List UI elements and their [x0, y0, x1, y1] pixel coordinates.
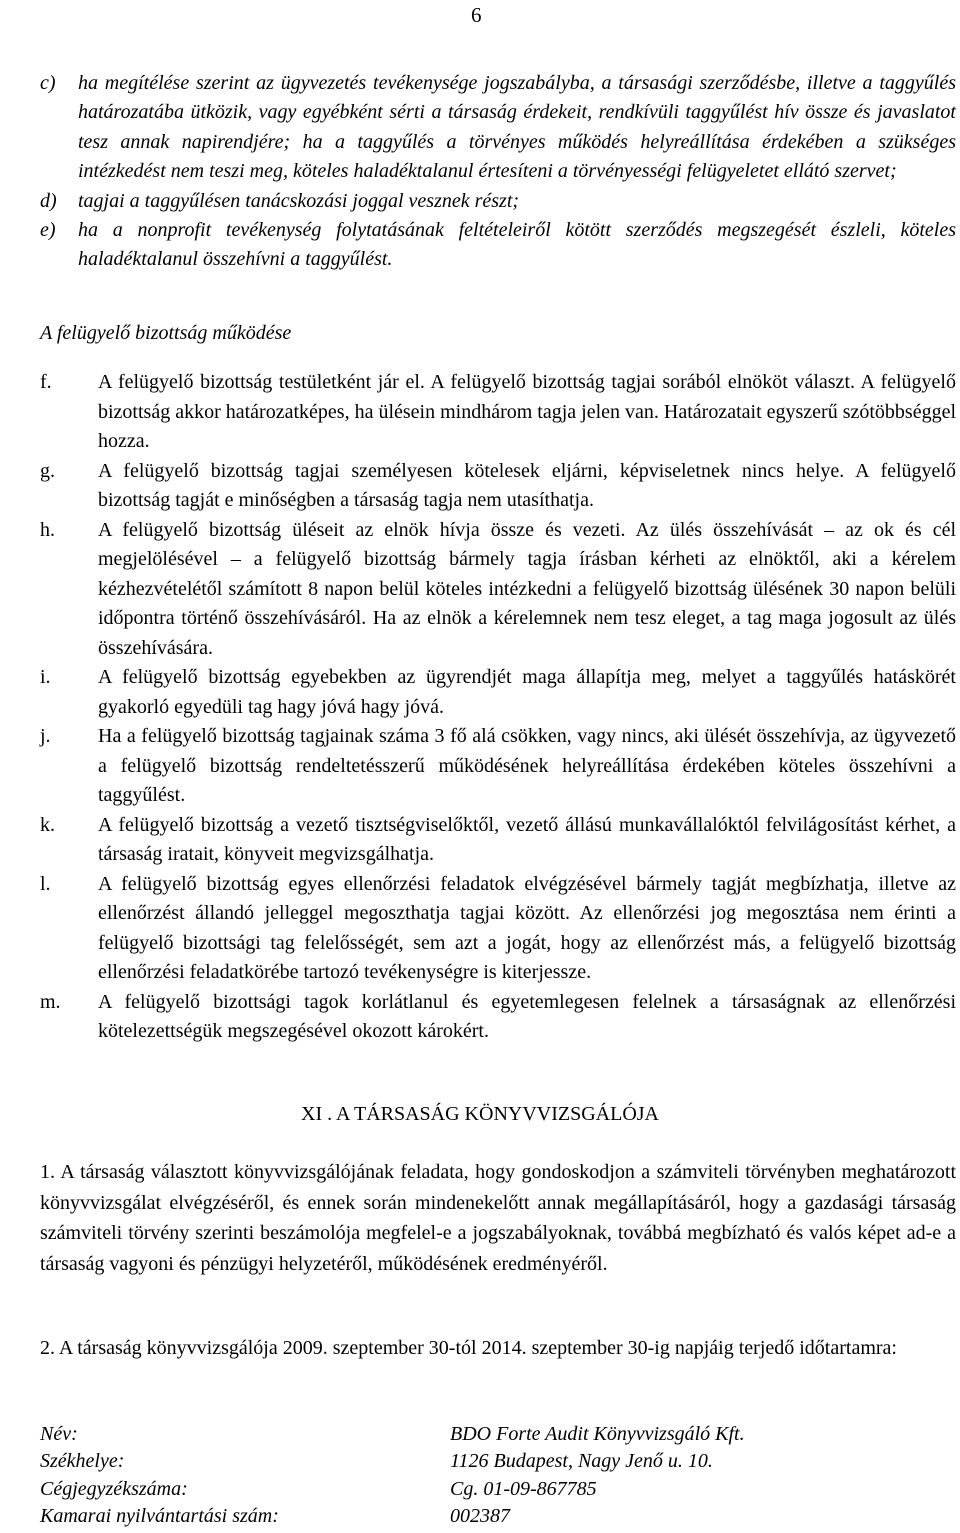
list-item-i — [40, 663, 956, 722]
list-item-h — [40, 516, 956, 664]
auditor-row-chamber — [40, 1503, 850, 1530]
auditor-term-paragraph: 2. A társaság könyvvizsgálója 2009. szeptember 30-tól 2014. szeptember 30-ig napjáig terjedő időtartamra: — [40, 1337, 897, 1359]
list-item-d — [40, 187, 956, 216]
list-text: A felügyelő bizottság a vezető tisztségviselőktől, vezető állású munkavállalóktól felvilágosítást kérhet, a társaság iratait, könyveit megvizsgálhatja. — [98, 813, 956, 865]
list-label: k. — [40, 813, 55, 836]
list-text: A felügyelő bizottsági tagok korlátlanul és egyetemlegesen felelnek a társaságnak az ellenőrzési kötelezettségük megszegésével okozott károkért. — [98, 990, 956, 1042]
list-label: c) — [40, 72, 56, 94]
list-label: i. — [40, 666, 51, 688]
auditor-value: Cg. 01-09-867785 — [450, 1477, 597, 1500]
list-item-f — [40, 368, 956, 457]
list-item-l — [40, 870, 956, 988]
list-item-j — [40, 722, 956, 811]
list-text: tagjai a taggyűlésen tanácskozási joggal vesznek részt; — [78, 189, 520, 212]
list-text: A felügyelő bizottság egyebekben az ügyrendjét maga állapítja meg, melyet a taggyűlés hatáskörét gyakorló egyedüli tag hagy jóvá hagy jóvá. — [98, 666, 956, 718]
auditor-key: Név: — [40, 1423, 78, 1445]
list-item-g — [40, 457, 956, 516]
list-label: f. — [40, 371, 52, 393]
list-item-m — [40, 988, 956, 1047]
list-text: A felügyelő bizottság testületként jár el. A felügyelő bizottság tagjai sorából elnököt választ. A felügyelő bizottság akkor határozatképes, ha ülésein mindhárom tagja jelen van. Határozatait egyszerű szótöbbséggel hozza. — [98, 371, 957, 452]
auditor-value: 1126 Budapest, Nagy Jenő u. 10. — [450, 1450, 713, 1473]
auditor-row-registry — [40, 1476, 850, 1503]
list-label: j. — [40, 725, 51, 747]
auditor-key: Székhelye: — [40, 1450, 125, 1473]
auditor-details — [40, 1421, 850, 1530]
board-list — [40, 368, 956, 1047]
list-text: ha megítélése szerint az ügyvezetés tevékenysége jogszabályba, a társasági szerződésbe, illetve a taggyűlés határozatába ütközik, vagy egyébként sérti a társaság érdekeit, rendkívüli taggyűlést hív össze és javaslatot tesz annak napirendjére; ha a taggyűlés a törvényes működés helyreállítása érdekében a szükséges intézkedést nem teszi meg, köteles haladéktalanul értesíteni a törvényességi felügyeletet ellátó szervet; — [78, 72, 956, 183]
list-label: h. — [40, 518, 55, 541]
page-number: 6 — [471, 3, 482, 27]
subheading: A felügyelő bizottság működése — [40, 322, 292, 344]
auditor-duty-paragraph: 1. A társaság választott könyvvizsgálójának feladata, hogy gondoskodjon a számviteli törvényben meghatározott könyvvizsgálat elvégzéséről, és ennek során mindenekelőtt annak megállapításáról, hogy a gazdasági társaság számviteli törvény szerinti beszámolója megfelel-e a jogszabályoknak, továbbá megbízható és valós képet ad-e a társaság vagyoni és pénzügyi helyzetéről, működésének eredményéről. — [40, 1161, 956, 1275]
list-text: Ha a felügyelő bizottság tagjainak száma 3 fő alá csökken, vagy nincs, aki ülését összehívja, az ügyvezető a felügyelő bizottság rendeltetésszerű működésének helyreállítása érdekében köteles összehívni a taggyűlést. — [98, 725, 956, 806]
list-item-c — [40, 69, 956, 187]
list-label: d) — [40, 189, 57, 212]
list-text: A felügyelő bizottság üléseit az elnök hívja össze és vezeti. Az ülés összehívását – az ok és cél megjelölésével – a felügyelő bizottság bármely tagja írásban kérheti az elnöktől, aki a kérelem kézhezvételétől számított 8 napon belül köteles intézkedni a felügyelő bizottság ülésének 30 napon belüli időpontra történő összehívásáról. Ha az elnök a kérelemnek nem tesz eleget, a tag maga jogosult az ülés összehívására. — [98, 518, 956, 659]
list-item-k — [40, 811, 956, 870]
auditor-key: Kamarai nyilvántartási szám: — [40, 1504, 279, 1527]
auditor-row-seat — [40, 1448, 850, 1475]
list-text: A felügyelő bizottság tagjai személyesen kötelesek eljárni, képviseletnek nincs helye. A felügyelő bizottság tagját e minőségben a társaság tagja nem utasíthatja. — [98, 459, 956, 511]
list-text: ha a nonprofit tevékenység folytatásának feltételeiről kötött szerződés megszegését észleli, köteles haladéktalanul összehívni a taggyűlést. — [78, 219, 956, 271]
list-label: m. — [40, 990, 61, 1013]
auditor-value: BDO Forte Audit Könyvvizsgáló Kft. — [450, 1423, 745, 1445]
list-item-e — [40, 216, 956, 275]
section-title: XI . A TÁRSASÁG KÖNYVVIZSGÁLÓJA — [301, 1103, 659, 1125]
auditor-key: Cégjegyzékszáma: — [40, 1477, 188, 1500]
auditor-row-name — [40, 1421, 850, 1448]
list-label: e) — [40, 219, 56, 242]
list-text: A felügyelő bizottság egyes ellenőrzési feladatok elvégzésével bármely tagját megbízhatja, illetve az ellenőrzést állandó jelleggel megoszthatja tagjai között. Az ellenőrzési jog megosztása nem érinti a felügyelő bizottsági tag felelősségét, sem azt a jogát, hogy az ellenőrzést más, a felügyelő bizottság ellenőrzési feladatkörébe tartozó tevékenységre is kiterjessze. — [98, 872, 956, 983]
auditor-value: 002387 — [450, 1504, 510, 1527]
list-label: g. — [40, 459, 55, 482]
list-label: l. — [40, 872, 51, 895]
top-list — [40, 69, 956, 275]
